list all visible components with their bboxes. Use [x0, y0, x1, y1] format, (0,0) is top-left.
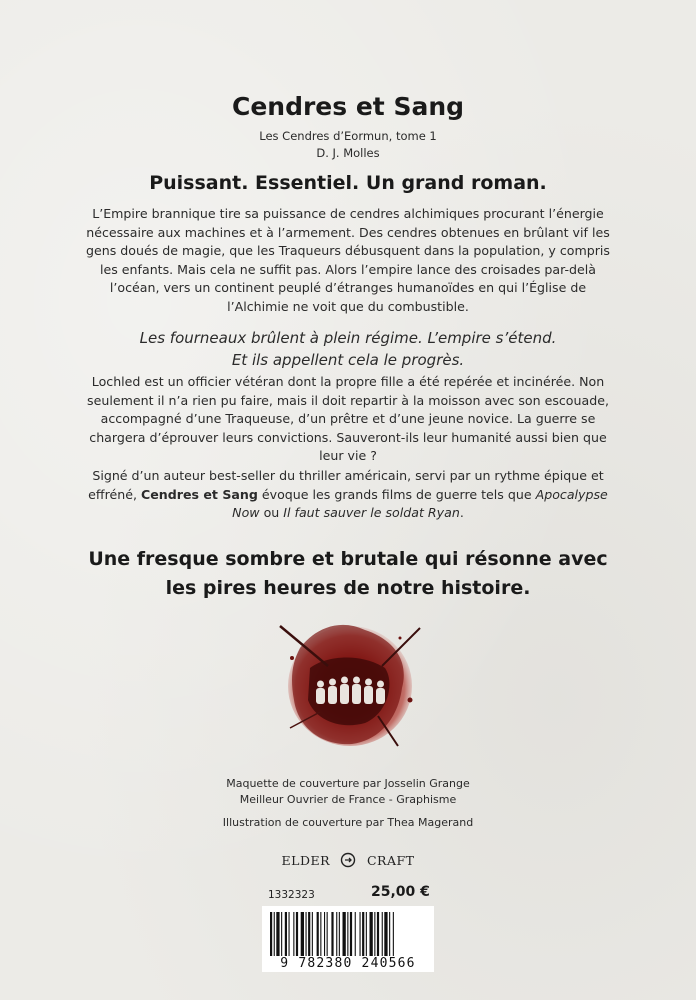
quote-line-2: Et ils appellent cela le progrès. [231, 351, 465, 369]
book-title: Cendres et Sang [231, 92, 465, 121]
blurb-paragraph-3 [80, 467, 616, 523]
barcode-bar [343, 912, 346, 956]
tagline: Puissant. Essentiel. Un grand roman. [149, 172, 547, 194]
series-label: Les Cendres d’Eormun, tome 1 [259, 129, 437, 143]
p3-end: . [459, 505, 464, 521]
design-credits [0, 776, 696, 808]
barcode-bar [320, 912, 321, 956]
publisher-logo [0, 852, 696, 871]
barcode-bar [317, 912, 319, 956]
barcode-bar [347, 912, 348, 956]
barcode-bar [324, 912, 325, 956]
isbn-number: 9 782380 240566 [280, 956, 416, 971]
barcode-bar [270, 912, 272, 956]
barcode-bar [374, 912, 375, 956]
barcode-bar [274, 912, 275, 956]
hook-line-1: Une fresque sombre et brutale qui résonne avec [88, 548, 608, 570]
isbn-barcode [262, 906, 434, 972]
barcode-bar [382, 912, 383, 956]
barcode-bar [355, 912, 356, 956]
barcode-bar [296, 912, 298, 956]
publisher-name-left: ELDER [281, 853, 330, 868]
barcode-bars [268, 912, 428, 956]
barcode-bar [350, 912, 352, 956]
credit-mof: Meilleur Ouvrier de France - Graphisme [239, 793, 457, 806]
author-name: D. J. Molles [316, 146, 380, 160]
barcode-bar [360, 912, 361, 956]
product-code: 1332323 [268, 889, 315, 901]
barcode-bar [377, 912, 379, 956]
barcode-bar [336, 912, 337, 956]
barcode-bar [389, 912, 390, 956]
illustration-credit: Illustration de couverture par Thea Magerand [222, 816, 474, 829]
quote-line-1: Les fourneaux brûlent à plein régime. L’empire s’étend. [139, 329, 557, 347]
barcode-bar [327, 912, 328, 956]
cover-illustration [270, 608, 430, 758]
p3-part2: évoque les grands films de guerre tels que [257, 486, 536, 502]
barcode-bar [393, 912, 394, 956]
blurb-quote [0, 327, 696, 371]
hook-statement [0, 545, 696, 603]
circled-arrow-icon [340, 852, 356, 871]
p3-film-2: Il faut sauver le soldat Ryan [283, 505, 460, 521]
barcode-bar [362, 912, 364, 956]
series-and-author [0, 128, 696, 162]
credit-cover-design: Maquette de couverture par Josselin Grange [226, 777, 470, 790]
publisher-name-right: CRAFT [366, 853, 415, 868]
p3-or: ou [259, 505, 284, 521]
barcode-bar [285, 912, 287, 956]
barcode-bar [370, 912, 373, 956]
barcode-bar [306, 912, 307, 956]
barcode-bar [312, 912, 313, 956]
blurb-paragraph-2: Lochled est un officier vétéran dont la propre fille a été repérée et incinérée. Non seulement il n’a rien pu faire, mais il doit repartir à la moisson avec son escouade, accompagné d’une Traqueuse, d’un prêtre et d’une jeune novice. La guerre se chargera d’éprouver leurs convictions. Sauveront-ils leur humanité aussi bien que leur vie ? [87, 374, 609, 464]
barcode-bar [308, 912, 310, 956]
barcode-bar [384, 912, 387, 956]
barcode-bar [301, 912, 304, 956]
barcode-bar [293, 912, 294, 956]
p3-film-1: Apocalypse Now [232, 486, 608, 521]
blurb-paragraph-1: L’Empire brannique tire sa puissance de cendres alchimiques procurant l’énergie nécessaire aux machines et à l’armement. Des cendres obtenues en brûlant vif les gens doués de magie, que les Traqueurs débusquent dans la population, y compris les enfants. Mais cela ne suffit pas. Alors l’empire lance des croisades par-delà l’océan, vers un continent peuplé d’étranges humanoïdes en qui l’Église de l’Alchimie ne voit que du combustible. [86, 206, 610, 314]
barcode-bar [289, 912, 290, 956]
barcode-bar [366, 912, 367, 956]
barcode-bar [331, 912, 333, 956]
barcode-bar [276, 912, 279, 956]
barcode-bar [339, 912, 340, 956]
barcode-bar [281, 912, 282, 956]
p3-book-title: Cendres et Sang [140, 486, 258, 502]
p3-part1: Signé d’un auteur best-seller du thriller américain, servi par un rythme épique et effréné, [88, 468, 604, 502]
hook-line-2: les pires heures de notre histoire. [165, 577, 531, 599]
price-label: 25,00 € [371, 884, 430, 900]
